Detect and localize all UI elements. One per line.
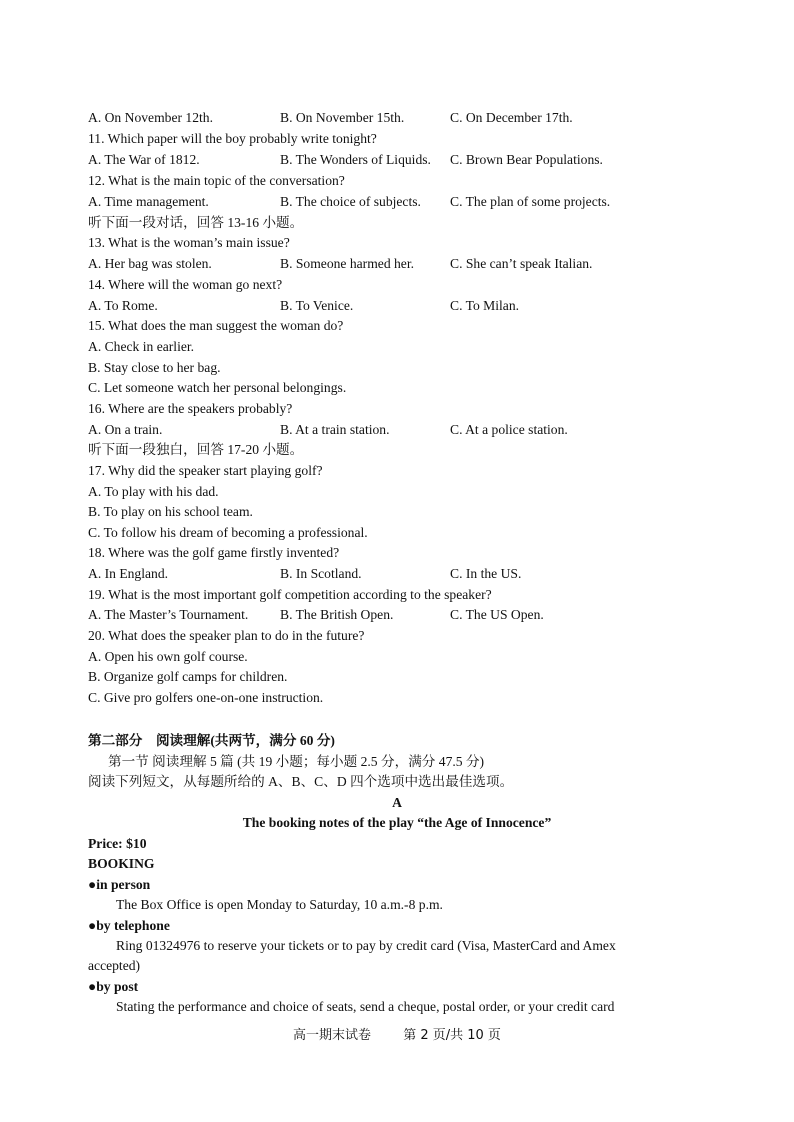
option-c: C. At a police station. — [450, 422, 568, 437]
option-c: C. She can’t speak Italian. — [450, 256, 593, 271]
text-line: 15. What does the man suggest the woman do? — [88, 318, 344, 333]
text-line: 阅读下列短文，从每题所给的 A、B、C、D 四个选项中选出最佳选项。 — [88, 774, 514, 789]
centered-heading: A — [392, 795, 402, 810]
option-row — [88, 152, 708, 168]
option-c: C. The plan of some projects. — [450, 194, 611, 209]
text-line: B. Organize golf camps for children. — [88, 669, 288, 684]
option-a: A. On a train. — [88, 422, 163, 437]
option-b: B. To Venice. — [280, 298, 354, 313]
option-b: B. The British Open. — [280, 607, 394, 622]
text-line: 18. Where was the golf game firstly invented? — [88, 545, 340, 560]
text-line: ●in person — [88, 877, 151, 892]
option-a: A. On November 12th. — [88, 110, 213, 125]
option-a: A. Her bag was stolen. — [88, 256, 212, 271]
footer-exam-name: 高一期末试卷 — [293, 1028, 372, 1043]
option-a: A. In England. — [88, 566, 169, 581]
footer-page-info: 第 2 页/共 10 页 — [403, 1028, 501, 1043]
option-a: A. The War of 1812. — [88, 152, 200, 167]
centered-heading: The booking notes of the play “the Age of Innocence” — [242, 815, 552, 830]
option-row — [88, 110, 708, 126]
option-a: A. The Master’s Tournament. — [88, 607, 249, 622]
option-a: A. To Rome. — [88, 298, 158, 313]
text-line: B. Stay close to her bag. — [88, 360, 221, 375]
option-b: B. The Wonders of Liquids. — [280, 152, 431, 167]
option-row — [88, 256, 708, 272]
option-b: B. The choice of subjects. — [280, 194, 421, 209]
text-line: 14. Where will the woman go next? — [88, 277, 283, 292]
option-c: C. To Milan. — [450, 298, 520, 313]
option-row — [88, 422, 708, 438]
text-line: 12. What is the main topic of the conversation? — [88, 173, 345, 188]
text-line: Stating the performance and choice of seats, send a cheque, postal order, or your credit card — [116, 999, 615, 1014]
text-line: C. Give pro golfers one-on-one instruction. — [88, 690, 324, 705]
option-b: B. Someone harmed her. — [280, 256, 415, 271]
option-row — [88, 298, 708, 314]
page-footer — [0, 1024, 794, 1043]
text-line: A. Open his own golf course. — [88, 649, 248, 664]
text-line: C. To follow his dream of becoming a professional. — [88, 525, 368, 540]
text-line: accepted) — [88, 958, 141, 973]
option-b: B. On November 15th. — [280, 110, 405, 125]
text-line: ●by telephone — [88, 918, 170, 933]
option-b: B. At a train station. — [280, 422, 390, 437]
text-line: 13. What is the woman’s main issue? — [88, 235, 290, 250]
text-line: 第二部分 阅读理解(共两节，满分 60 分) — [88, 733, 335, 748]
text-line: Price: $10 — [88, 836, 147, 851]
text-line: The Box Office is open Monday to Saturday, 10 a.m.-8 p.m. — [116, 897, 443, 912]
option-row — [88, 194, 708, 210]
text-line: 11. Which paper will the boy probably write tonight? — [88, 131, 377, 146]
text-line: 20. What does the speaker plan to do in the future? — [88, 628, 365, 643]
option-c: C. On December 17th. — [450, 110, 573, 125]
text-line: 第一节 阅读理解 5 篇 (共 19 小题；每小题 2.5 分，满分 47.5 分) — [108, 754, 485, 769]
text-line: 19. What is the most important golf competition according to the speaker? — [88, 587, 492, 602]
text-line: A. Check in earlier. — [88, 339, 195, 354]
option-a: A. Time management. — [88, 194, 209, 209]
text-line: Ring 01324976 to reserve your tickets or to pay by credit card (Visa, MasterCard and Amex — [116, 938, 616, 953]
text-line: 17. Why did the speaker start playing golf? — [88, 463, 323, 478]
option-row — [88, 566, 708, 582]
text-line: B. To play on his school team. — [88, 504, 253, 519]
text-line: BOOKING — [88, 856, 155, 871]
text-line: 听下面一段对话，回答 13-16 小题。 — [88, 215, 304, 230]
option-c: C. The US Open. — [450, 607, 544, 622]
option-c: C. Brown Bear Populations. — [450, 152, 603, 167]
option-row — [88, 607, 708, 623]
text-line: 听下面一段独白，回答 17-20 小题。 — [88, 442, 304, 457]
text-line: 16. Where are the speakers probably? — [88, 401, 293, 416]
option-c: C. In the US. — [450, 566, 522, 581]
text-line: A. To play with his dad. — [88, 484, 219, 499]
text-line: ●by post — [88, 979, 139, 994]
option-b: B. In Scotland. — [280, 566, 362, 581]
text-line: C. Let someone watch her personal belongings. — [88, 380, 347, 395]
